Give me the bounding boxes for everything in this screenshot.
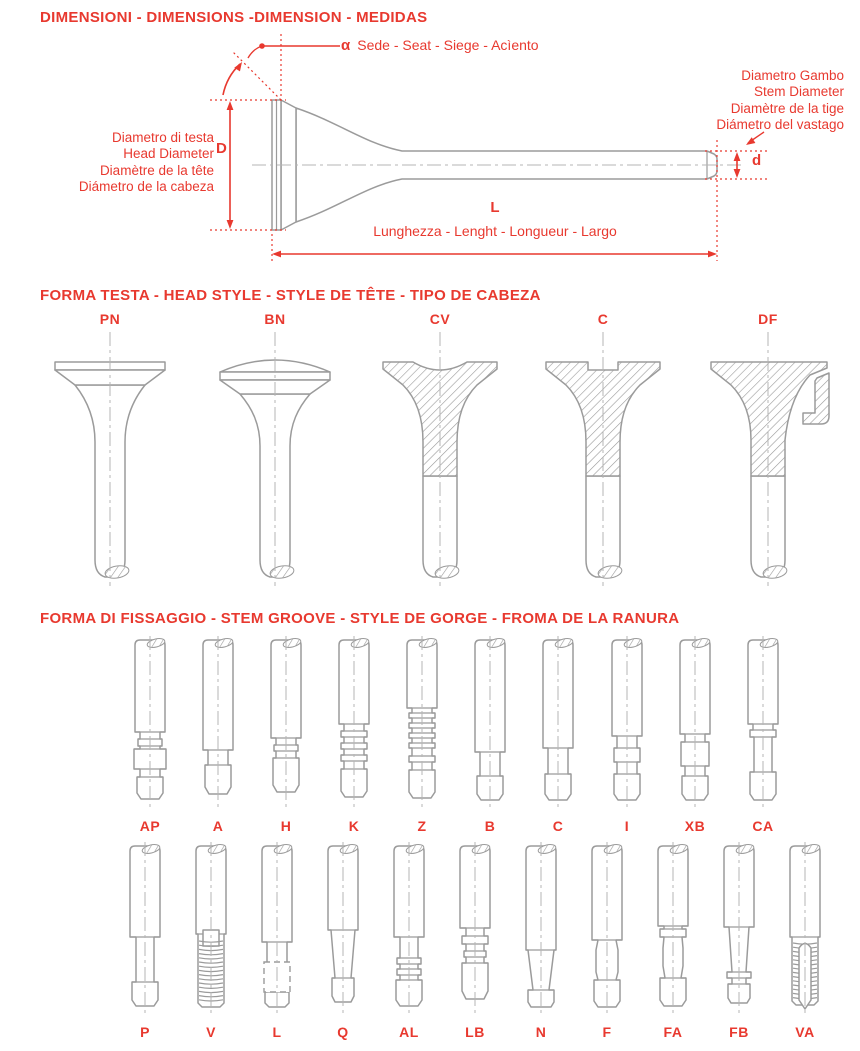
stem-diameter-symbol: d [752,152,762,169]
head-style-label: CV [429,311,451,327]
stem-groove-label: L [272,1024,282,1040]
stem-groove-label: XB [684,818,706,834]
seat-label: Sede - Seat - Siege - Acìento [357,37,539,53]
stem-groove-drawing [575,842,639,1014]
stem-groove-figure-L [240,842,314,1041]
stem-groove-label: FB [729,1024,749,1040]
stem-groove-figure-A [181,636,255,835]
stem-groove-drawing [113,842,177,1014]
head-style-section-title: FORMA TESTA - HEAD STYLE - STYLE DE TÊTE - TIPO DE CABEZA [40,287,541,304]
head-style-label: C [597,311,609,327]
stem-groove-label: P [140,1024,150,1040]
head-style-drawing [35,328,185,590]
head-style-drawing [200,328,350,590]
stem-groove-drawing [707,842,771,1014]
head-style-drawing [365,328,515,590]
stem-groove-figure-H [249,636,323,835]
stem-diameter-label [644,68,844,134]
stem-diameter-line: Diámetro del vastago [716,117,844,133]
head-style-label: PN [99,311,121,327]
stem-groove-drawing [311,842,375,1014]
head-diameter-label [28,130,214,196]
stem-groove-drawing [118,636,182,808]
stem-groove-label: H [280,818,292,834]
stem-groove-drawing [377,842,441,1014]
stem-groove-drawing [322,636,386,808]
stem-groove-figure-Z [385,636,459,835]
stem-groove-figure-CA [726,636,800,835]
stem-groove-figure-K [317,636,391,835]
head-style-figure-BN [200,310,350,595]
stem-groove-label: Q [337,1024,349,1040]
stem-groove-figure-AL [372,842,446,1041]
seat-angle-label [341,37,539,54]
head-style-figure-PN [35,310,185,595]
head-diameter-line: Diámetro de la cabeza [78,179,214,195]
stem-groove-drawing [458,636,522,808]
stem-groove-figure-FA [636,842,710,1041]
stem-groove-label: CA [752,818,774,834]
stem-groove-figure-Q [306,842,380,1041]
stem-groove-section-title: FORMA DI FISSAGGIO - STEM GROOVE - STYLE DE GORGE - FROMA DE LA RANURA [40,610,680,627]
length-symbol: L [490,199,500,216]
alpha-symbol: α [341,37,351,54]
head-style-figure-CV [365,310,515,595]
stem-groove-drawing [509,842,573,1014]
stem-groove-figure-AP [113,636,187,835]
head-style-label: DF [758,311,778,327]
stem-groove-label: VA [795,1024,815,1040]
stem-groove-drawing [663,636,727,808]
stem-groove-figure-N [504,842,578,1041]
stem-groove-label: N [535,1024,547,1040]
stem-groove-label: Z [417,818,427,834]
stem-groove-figure-C [521,636,595,835]
stem-groove-drawing [254,636,318,808]
head-style-drawing [528,328,678,590]
stem-groove-figure-LB [438,842,512,1041]
stem-groove-figure-FB [702,842,776,1041]
head-diameter-line: Head Diameter [123,146,214,162]
stem-groove-label: K [348,818,360,834]
stem-groove-drawing [526,636,590,808]
stem-groove-label: C [552,818,564,834]
head-style-figure-DF [693,310,843,595]
stem-groove-drawing [186,636,250,808]
stem-groove-drawing [179,842,243,1014]
stem-groove-drawing [731,636,795,808]
head-style-figure-C [528,310,678,595]
stem-groove-label: B [484,818,496,834]
stem-groove-figure-B [453,636,527,835]
stem-groove-drawing [390,636,454,808]
dimensions-section-title: DIMENSIONI - DIMENSIONS -DIMENSION - MEDIDAS [40,9,428,26]
stem-groove-label: A [212,818,224,834]
head-style-drawing [693,328,843,590]
stem-groove-label: LB [465,1024,485,1040]
stem-groove-label: AL [399,1024,419,1040]
stem-groove-label: AP [139,818,161,834]
stem-groove-figure-V [174,842,248,1041]
stem-groove-figure-I [590,636,664,835]
head-diameter-symbol: D [216,140,227,157]
stem-groove-label: F [602,1024,612,1040]
stem-groove-drawing [595,636,659,808]
head-diameter-line: Diametro di testa [111,130,214,145]
stem-groove-drawing [641,842,705,1014]
stem-diameter-line: Diametro Gambo [741,68,844,83]
stem-groove-drawing [245,842,309,1014]
stem-groove-drawing [443,842,507,1014]
stem-groove-label: V [206,1024,216,1040]
stem-groove-drawing [773,842,837,1014]
stem-groove-figure-VA [768,842,842,1041]
stem-groove-figure-F [570,842,644,1041]
head-style-label: BN [264,311,286,327]
stem-diameter-line: Stem Diameter [753,84,844,100]
length-label: Lunghezza - Lenght - Longueur - Largo [373,223,617,239]
stem-groove-figure-P [108,842,182,1041]
stem-diameter-line: Diamètre de la tige [730,100,844,116]
stem-groove-label: I [624,818,630,834]
head-diameter-line: Diamètre de la tête [99,162,214,178]
stem-groove-figure-XB [658,636,732,835]
stem-groove-label: FA [663,1024,683,1040]
